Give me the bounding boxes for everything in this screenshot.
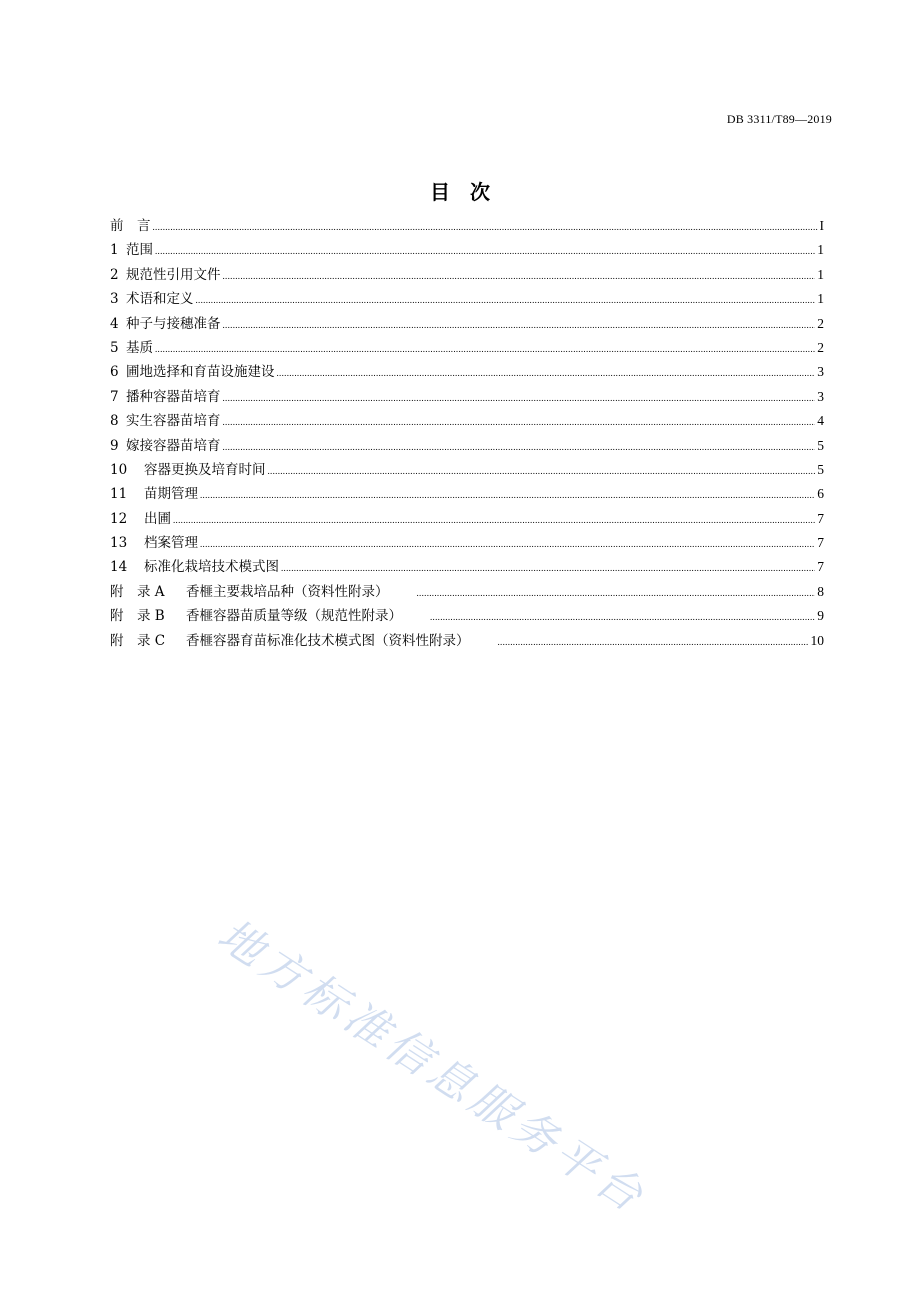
toc-entry[interactable]: [110, 580, 824, 604]
toc-leader-dots: [153, 217, 818, 231]
toc-entry-number: 10: [110, 461, 128, 478]
toc-leader-dots: [200, 534, 815, 548]
toc-entry-label: 档案管理: [144, 535, 198, 552]
toc-entry-number: 前 言: [110, 218, 151, 234]
toc-leader-dots: [196, 290, 816, 304]
document-code: DB 3311/T89—2019: [726, 112, 832, 126]
toc-entry[interactable]: [110, 238, 824, 262]
toc-entry-page: 3: [817, 364, 824, 380]
toc-entry-page: 5: [817, 437, 824, 453]
toc-entry-number: 14: [110, 559, 128, 576]
toc-entry-number: 6: [110, 364, 119, 381]
toc-title: 目 次: [430, 180, 490, 204]
toc-entry-label: 规范性引用文件: [126, 266, 221, 283]
toc-entry[interactable]: [110, 531, 824, 555]
toc-entry-label: 播种容器苗培育: [126, 388, 221, 405]
toc-entry-page: 2: [817, 315, 824, 331]
toc-entry-label: 基质: [126, 339, 153, 356]
toc-entry-label: 范围: [126, 242, 153, 259]
toc-entry[interactable]: [110, 507, 824, 531]
toc-entry-label: 香榧容器苗质量等级（规范性附录）: [186, 608, 402, 625]
toc-leader-dots: [223, 436, 816, 450]
toc-entry-page: 8: [817, 583, 824, 599]
toc-entry-page: 7: [817, 535, 824, 551]
toc-entry[interactable]: [110, 604, 824, 628]
toc-entry-number: 2: [110, 266, 119, 283]
toc-entry-page: 9: [817, 608, 824, 624]
toc-entry-page: 2: [817, 339, 824, 355]
toc-entry-number: 11: [110, 486, 128, 503]
toc-entry-page: 10: [810, 632, 824, 648]
toc-entry[interactable]: [110, 482, 824, 506]
toc-entry-page: 6: [817, 486, 824, 502]
toc-entry-label: 术语和定义: [126, 291, 194, 308]
table-of-contents: [110, 214, 824, 653]
toc-entry[interactable]: [110, 629, 824, 653]
toc-entry-number: 5: [110, 339, 119, 356]
toc-entry[interactable]: [110, 409, 824, 433]
toc-entry-number: 1: [110, 242, 119, 259]
toc-entry-label: 圃地选择和育苗设施建设: [126, 364, 275, 381]
toc-entry-number: 4: [110, 315, 119, 332]
toc-leader-dots: [223, 265, 816, 279]
toc-entry-page: 7: [817, 510, 824, 526]
watermark: 地方标准信息服务平台: [208, 909, 656, 1225]
toc-leader-dots: [277, 363, 816, 377]
toc-entry-page: I: [819, 218, 824, 233]
toc-entry[interactable]: [110, 434, 824, 458]
toc-entry-label: 香榧容器育苗标准化技术模式图（资料性附录）: [186, 632, 470, 649]
toc-entry[interactable]: [110, 555, 824, 579]
toc-leader-dots: [223, 314, 816, 328]
toc-entry[interactable]: [110, 458, 824, 482]
toc-entry-number: 8: [110, 413, 119, 430]
toc-leader-dots: [268, 460, 816, 474]
toc-entry-page: 1: [817, 242, 824, 258]
toc-entry-number: 附 录 C: [110, 632, 166, 649]
toc-entry-label: 出圃: [144, 510, 171, 527]
toc-entry-label: 标准化栽培技术模式图: [144, 559, 279, 576]
toc-entry[interactable]: [110, 263, 824, 287]
toc-entry-page: 5: [817, 461, 824, 477]
toc-entry-page: 1: [817, 291, 824, 307]
toc-leader-dots: [200, 485, 815, 499]
toc-entry[interactable]: [110, 287, 824, 311]
toc-leader-dots: [430, 607, 815, 621]
toc-entry-label: 实生容器苗培育: [126, 413, 221, 430]
toc-leader-dots: [417, 582, 816, 596]
toc-entry-label: 容器更换及培育时间: [144, 461, 266, 478]
toc-entry-page: 7: [817, 559, 824, 575]
toc-leader-dots: [223, 387, 816, 401]
toc-entry-label: 种子与接穗准备: [126, 315, 221, 332]
toc-leader-dots: [281, 558, 815, 572]
toc-leader-dots: [498, 631, 809, 645]
toc-entry-number: 附 录 B: [110, 608, 165, 625]
toc-entry-number: 12: [110, 510, 128, 527]
toc-entry[interactable]: [110, 312, 824, 336]
toc-entry-number: 13: [110, 535, 128, 552]
toc-entry-number: 7: [110, 388, 119, 405]
toc-entry[interactable]: [110, 336, 824, 360]
toc-entry[interactable]: [110, 385, 824, 409]
toc-entry-number: 3: [110, 291, 119, 308]
toc-leader-dots: [155, 241, 815, 255]
toc-leader-dots: [155, 338, 815, 352]
toc-entry[interactable]: [110, 214, 824, 238]
toc-entry-label: 香榧主要栽培品种（资料性附录）: [186, 583, 389, 600]
toc-entry[interactable]: [110, 360, 824, 384]
toc-entry-label: 苗期管理: [144, 486, 198, 503]
toc-entry-page: 4: [817, 413, 824, 429]
toc-leader-dots: [223, 412, 816, 426]
toc-entry-label: 嫁接容器苗培育: [126, 437, 221, 454]
toc-entry-number: 9: [110, 437, 119, 454]
toc-leader-dots: [173, 509, 815, 523]
toc-entry-page: 1: [817, 266, 824, 282]
toc-entry-page: 3: [817, 388, 824, 404]
toc-entry-number: 附 录 A: [110, 583, 165, 600]
